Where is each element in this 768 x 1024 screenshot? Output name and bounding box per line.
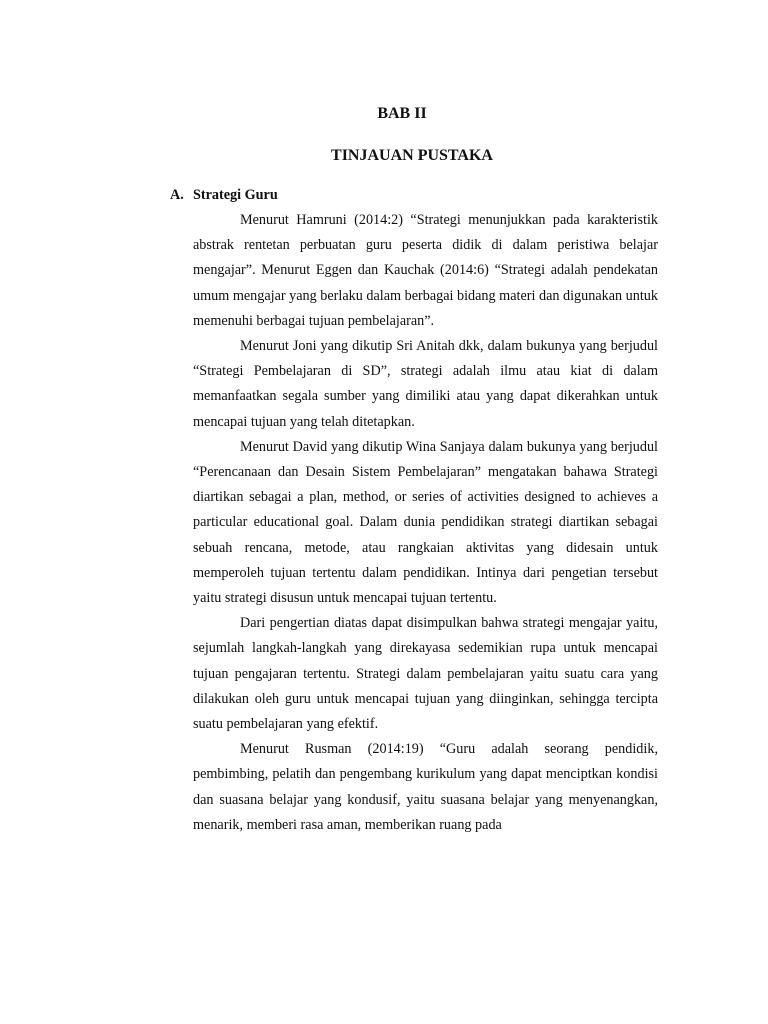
paragraph: Dari pengertian diatas dapat disimpulkan bahwa strategi mengajar yaitu, sejumlah langkah-langkah yang direkayasa sedemikian rupa untuk mencapai tujuan pengajaran tertentu. Strategi dalam pembelajaran yaitu suatu cara yang dilakukan oleh guru untuk mencapai tujuan yang diinginkan, sehingga tercipta suatu pembelajaran yang efektif. [193, 615, 658, 733]
body-text [193, 208, 658, 838]
paragraph: Menurut David yang dikutip Wina Sanjaya dalam bukunya yang berjudul “Perencanaan dan Desain Sistem Pembelajaran” mengatakan bahawa Strategi diartikan sebagai a plan, method, or series of activities designed to achieves a particular educational goal. Dalam dunia pendidikan strategi diartikan sebagai sebuah rencana, metode, atau rangkaian aktivitas yang didesain untuk memperoleh tujuan tertentu dalam pendidikan. Intinya dari pengetian tersebut yaitu strategi disusun untuk mencapai tujuan tertentu. [193, 438, 658, 607]
section-marker: A. [170, 187, 184, 203]
section-heading [170, 186, 278, 204]
chapter-title: TINJAUAN PUSTAKA [331, 147, 493, 164]
paragraph: Menurut Joni yang dikutip Sri Anitah dkk, dalam bukunya yang berjudul “Strategi Pembelajaran di SD”, strategi adalah ilmu atau kiat di dalam memanfaatkan segala sumber yang dimiliki atau yang dapat dikerahkan untuk mencapai tujuan yang telah ditetapkan. [193, 338, 658, 430]
chapter-number: BAB II [377, 105, 427, 122]
paragraph: Menurut Rusman (2014:19) “Guru adalah seorang pendidik, pembimbing, pelatih dan pengembang kurikulum yang dapat menciptkan kondisi dan suasana belajar yang kondusif, yaitu suasana belajar yang menyenangkan, menarik, memberi rasa aman, memberikan ruang pada [193, 741, 658, 833]
paragraph: Menurut Hamruni (2014:2) “Strategi menunjukkan pada karakteristik abstrak rentetan perbuatan guru peserta didik di dalam peristiwa belajar mengajar”. Menurut Eggen dan Kauchak (2014:6) “Strategi adalah pendekatan umum mengajar yang berlaku dalam berbagai bidang materi dan digunakan untuk memenuhi berbagai tujuan pembelajaran”. [193, 212, 658, 329]
section-title: Strategi Guru [193, 187, 278, 203]
